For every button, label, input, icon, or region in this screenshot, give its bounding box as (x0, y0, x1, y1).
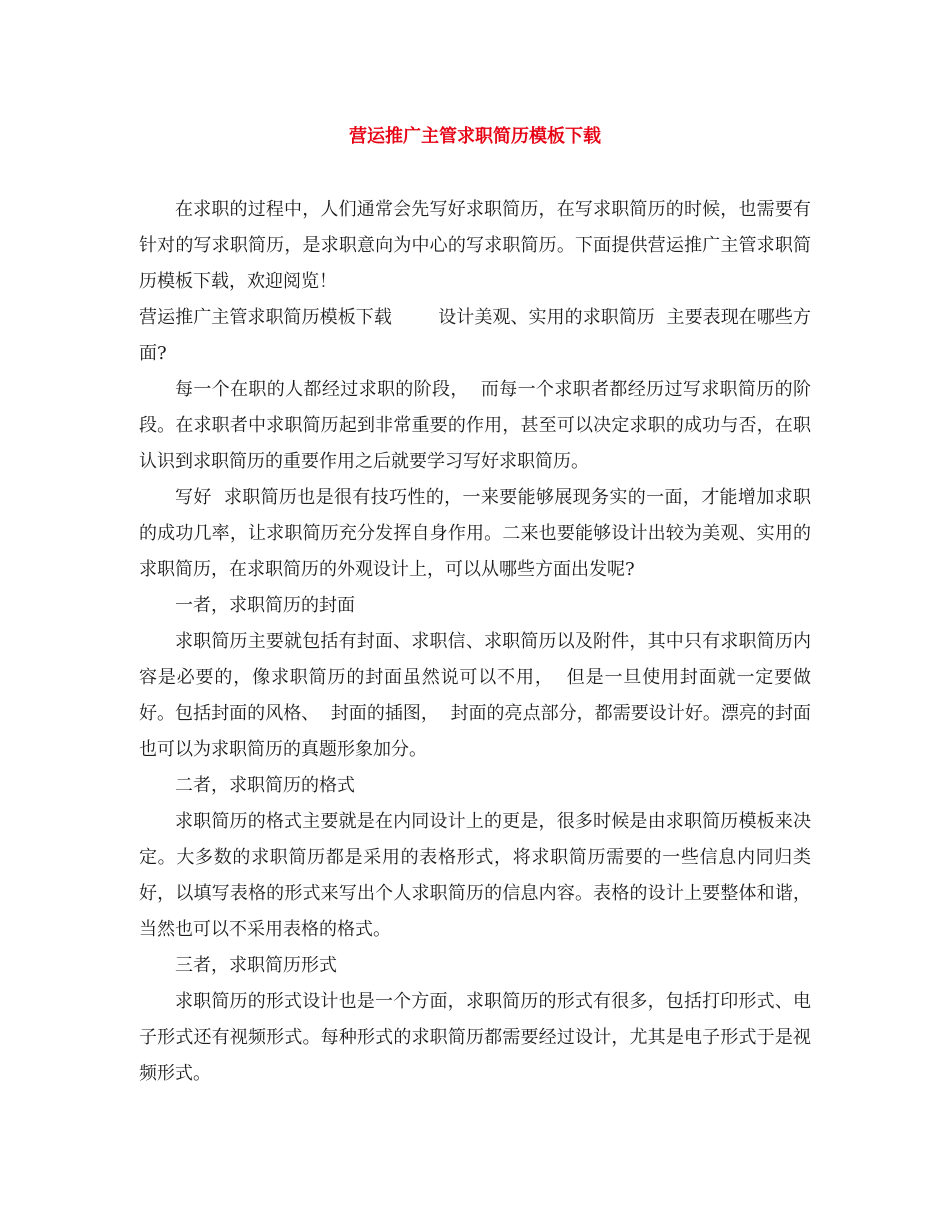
paragraph-cover: 求职简历主要就包括有封面、求职信、求职简历以及附件，其中只有求职简历内容是必要的，像求职简历的封面虽然说可以不用， 但是一旦使用封面就一定要做好。包括封面的风格、 封面的插图， 封面的亮点部分，都需要设计好。漂亮的封面也可以为求职简历的真题形象加分。 (139, 631, 811, 760)
document-body (139, 192, 811, 1092)
section-heading-format: 二者，求职简历的格式 (175, 775, 355, 796)
paragraph-form: 求职简历的形式设计也是一个方面，求职简历的形式有很多，包括打印形式、电子形式还有视频形式。每种形式的求职简历都需要经过设计，尤其是电子形式于是视频形式。 (139, 991, 811, 1084)
section-heading-cover: 一者，求职简历的封面 (175, 595, 355, 616)
paragraph-importance: 每一个在职的人都经过求职的阶段， 而每一个求职者都经历过写求职简历的阶段。在求职者中求职简历起到非常重要的作用，甚至可以决定求职的成功与否，在职认识到求职简历的重要作用之后就要学习写好求职简历。 (139, 379, 811, 472)
section-heading-form: 三者，求职简历形式 (175, 955, 337, 976)
paragraph-skills: 写好 求职简历也是很有技巧性的，一来要能够展现务实的一面，才能增加求职的成功几率，让求职简历充分发挥自身作用。二来也要能够设计出较为美观、实用的求职简历，在求职简历的外观设计上，可以从哪些方面出发呢? (139, 487, 811, 580)
paragraph-format: 求职简历的格式主要就是在内同设计上的更是，很多时候是由求职简历模板来决定。大多数的求职简历都是采用的表格形式，将求职简历需要的一些信息内同归类好，以填写表格的形式来写出个人求职简历的信息内容。表格的设计上要整体和谐，当然也可以不采用表格的格式。 (139, 811, 811, 940)
paragraph-subheading: 营运推广主管求职简历模板下载 设计美观、实用的求职简历 主要表现在哪些方面? (139, 307, 811, 364)
paragraph-intro: 在求职的过程中，人们通常会先写好求职简历，在写求职简历的时候，也需要有针对的写求职简历，是求职意向为中心的写求职简历。下面提供营运推广主管求职简历模板下载，欢迎阅览！ (139, 199, 811, 292)
document-title: 营运推广主管求职简历模板下载 (349, 126, 601, 147)
